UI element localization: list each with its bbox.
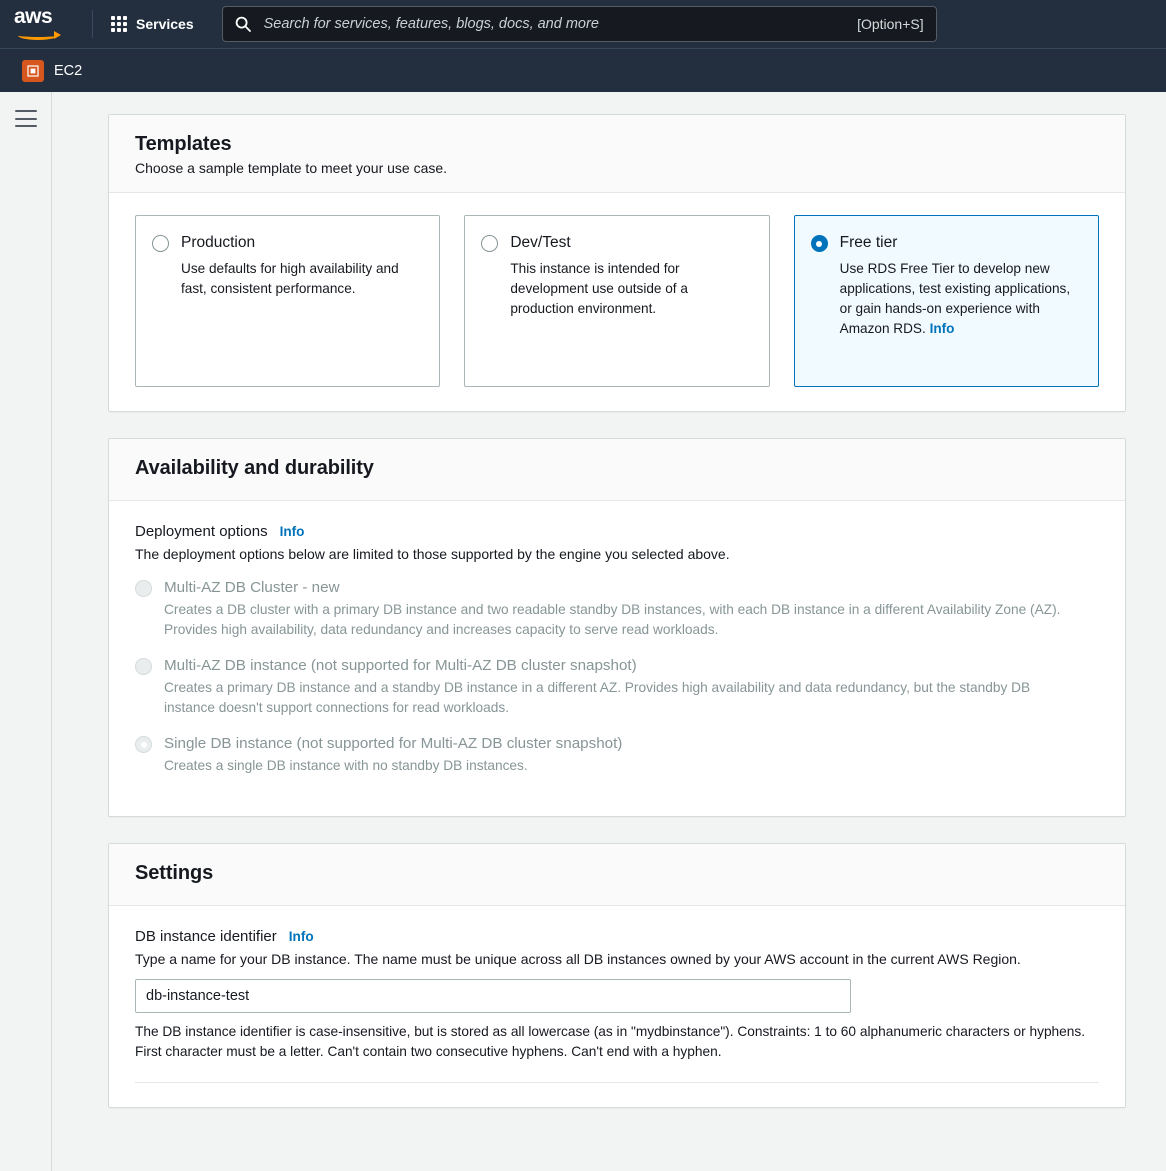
templates-card xyxy=(108,114,1126,412)
availability-card-body xyxy=(109,501,1125,816)
aws-logo[interactable] xyxy=(14,7,68,41)
service-breadcrumb-bar xyxy=(0,48,1166,92)
global-search-bar[interactable] xyxy=(222,6,937,42)
deployment-label-multi-az-instance: Multi-AZ DB instance (not supported for Multi-AZ DB cluster snapshot) xyxy=(164,657,637,674)
search-icon xyxy=(235,16,251,32)
radio-multi-az-cluster[interactable] xyxy=(135,580,152,597)
template-option-production[interactable] xyxy=(135,215,440,387)
template-desc-devtest: This instance is intended for development use outside of a production environment. xyxy=(510,261,688,316)
services-menu-label: Services xyxy=(136,16,194,32)
db-identifier-constraint: The DB instance identifier is case-insensitive, but is stored as all lowercase (as in "mydbinstance"). Constraints: 1 to 60 alphanumeric characters or hyphens. First character must be a letter. Can't contain two consecutive hyphens. Can't end with a hyphen. xyxy=(135,1024,1086,1059)
search-shortcut-hint: [Option+S] xyxy=(857,16,924,32)
free-tier-info-link[interactable]: Info xyxy=(929,321,955,336)
aws-logo-wordmark: aws xyxy=(14,5,53,28)
availability-card-header xyxy=(109,439,1125,501)
settings-card-body xyxy=(109,906,1125,1107)
deployment-options-hint: The deployment options below are limited to those supported by the engine you selected above. xyxy=(135,546,730,562)
radio-production[interactable] xyxy=(152,235,169,252)
template-options-group xyxy=(135,215,1099,387)
radio-multi-az-instance[interactable] xyxy=(135,658,152,675)
template-option-free-tier[interactable] xyxy=(794,215,1099,387)
templates-card-header xyxy=(109,115,1125,193)
template-desc-free-tier xyxy=(840,259,1080,339)
db-identifier-label-row xyxy=(135,928,1099,945)
ec2-service-icon xyxy=(22,60,44,82)
deployment-option-multi-az-cluster[interactable] xyxy=(135,578,1099,640)
template-label-production: Production xyxy=(181,234,256,251)
template-option-devtest[interactable] xyxy=(464,215,769,387)
template-desc-production: Use defaults for high availability and fast, consistent performance. xyxy=(181,261,399,296)
radio-devtest[interactable] xyxy=(481,235,498,252)
hamburger-menu-icon[interactable] xyxy=(15,110,37,127)
services-menu-button[interactable] xyxy=(101,9,204,39)
templates-subtitle: Choose a sample template to meet your use case. xyxy=(135,160,448,176)
aws-logo-smile-icon xyxy=(18,31,58,40)
availability-title: Availability and durability xyxy=(135,457,374,479)
search-input[interactable] xyxy=(262,15,847,33)
page-body xyxy=(0,92,1166,1171)
settings-card xyxy=(108,843,1126,1108)
template-label-free-tier: Free tier xyxy=(839,234,898,251)
template-desc-free-tier-text: Use RDS Free Tier to develop new applications, test existing applications, or gain hands-on experience with Amazon RDS. xyxy=(839,261,1071,336)
radio-single-instance[interactable] xyxy=(135,736,152,753)
deployment-option-multi-az-instance[interactable] xyxy=(135,656,1099,718)
deployment-option-single-instance[interactable] xyxy=(135,734,1099,776)
deployment-desc-multi-az-cluster: Creates a DB cluster with a primary DB instance and two readable standby DB instances, with each DB instance in a different Availability Zone (AZ). Provides high availability, data redundancy and increases capacity to serve read workloads. xyxy=(164,602,1061,637)
db-identifier-hint: Type a name for your DB instance. The name must be unique across all DB instances owned by your AWS account in the current AWS Region. xyxy=(135,951,1021,967)
deployment-options-label: Deployment options xyxy=(135,523,268,540)
service-name-label[interactable]: EC2 xyxy=(54,62,83,79)
db-identifier-input[interactable] xyxy=(135,979,851,1013)
deployment-options-info-link[interactable]: Info xyxy=(279,524,305,539)
db-identifier-label: DB instance identifier xyxy=(135,928,277,945)
db-identifier-info-link[interactable]: Info xyxy=(288,929,314,944)
templates-title: Templates xyxy=(135,133,232,155)
availability-card xyxy=(108,438,1126,817)
settings-divider xyxy=(135,1082,1099,1083)
top-navigation-bar xyxy=(0,0,1166,48)
radio-free-tier[interactable] xyxy=(811,235,828,252)
deployment-desc-multi-az-instance: Creates a primary DB instance and a standby DB instance in a different AZ. Provides high availability and data redundancy, but the standby DB instance doesn't support connections for read workloads. xyxy=(164,680,1031,715)
settings-title: Settings xyxy=(135,862,214,884)
deployment-desc-single-instance: Creates a single DB instance with no standby DB instances. xyxy=(164,758,528,773)
deployment-label-multi-az-cluster: Multi-AZ DB Cluster - new xyxy=(164,579,340,596)
templates-card-body xyxy=(109,193,1125,411)
app-grid-icon xyxy=(111,16,127,32)
deployment-options-label-row xyxy=(135,523,1099,540)
deployment-label-single-instance: Single DB instance (not supported for Multi-AZ DB cluster snapshot) xyxy=(164,735,623,752)
settings-card-header xyxy=(109,844,1125,906)
template-label-devtest: Dev/Test xyxy=(510,234,571,251)
nav-divider xyxy=(92,10,93,38)
left-rail xyxy=(0,92,52,1171)
main-content xyxy=(52,92,1166,1171)
